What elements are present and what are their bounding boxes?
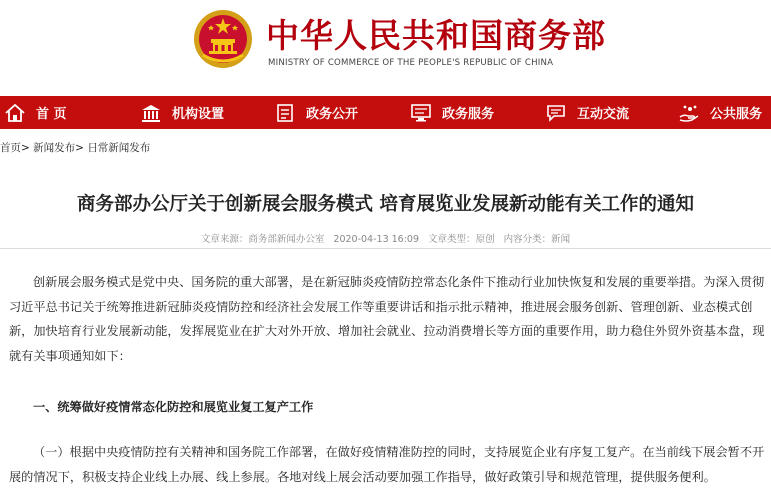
main-nav	[0, 96, 771, 129]
nav-organization-label: 机构设置	[172, 107, 225, 122]
document-icon	[274, 103, 296, 123]
article-paragraph: （一）根据中央疫情防控有关精神和国务院工作部署，在做好疫情精准防控的同时，支持展览企业有序复工复产。在当前线下展会暂不开展的情况下，积极支持企业线上办展、线上参展。各地对线上展会活动要加强工作指导，做好政策引导和规范管理，提供服务便利。	[9, 445, 765, 484]
monitor-icon	[410, 103, 432, 123]
nav-gov-services-label: 政务服务	[442, 107, 495, 122]
type-label: 文章类型：	[428, 234, 476, 245]
nav-interaction-label: 互动交流	[577, 107, 630, 122]
breadcrumb-news[interactable]: 新闻发布	[33, 142, 76, 154]
category-label: 内容分类：	[503, 234, 552, 245]
building-icon	[140, 103, 162, 123]
hand-service-icon	[678, 103, 700, 123]
breadcrumb-home[interactable]: 首页	[0, 142, 21, 154]
source-value: 商务部新闻办公室	[248, 234, 325, 245]
chat-icon	[545, 103, 567, 123]
site-header	[0, 0, 771, 95]
nav-home-label: 首 页	[36, 107, 67, 122]
section-heading: 一、统筹做好疫情常态化防控和展览业复工复产工作	[33, 400, 314, 414]
type-value: 原创	[475, 234, 495, 245]
breadcrumb-separator: >	[75, 142, 84, 154]
article-meta	[0, 231, 771, 245]
nav-gov-affairs-label: 政务公开	[306, 107, 359, 122]
source-label: 文章来源：	[200, 234, 249, 245]
home-icon	[4, 103, 26, 123]
breadcrumb-separator: >	[21, 142, 30, 154]
nav-public-services-label: 公共服务	[710, 107, 763, 122]
publish-date: 2020-04-13 16:09	[333, 234, 420, 245]
nav-home[interactable]	[4, 96, 67, 129]
category-value: 新闻	[551, 234, 571, 245]
nav-public-services[interactable]	[678, 96, 762, 129]
site-title: 中华人民共和国商务部	[266, 16, 606, 55]
nav-gov-services[interactable]	[410, 96, 494, 129]
site-subtitle: MINISTRY OF COMMERCE OF THE PEOPLE'S REPUBLIC OF CHINA	[268, 58, 554, 68]
national-emblem-icon[interactable]	[193, 9, 253, 69]
nav-interaction[interactable]	[545, 96, 629, 129]
nav-gov-affairs[interactable]	[274, 96, 358, 129]
divider	[0, 248, 771, 249]
article-title: 商务部办公厅关于创新展会服务模式 培育展览业发展新动能有关工作的通知	[77, 194, 694, 215]
nav-organization[interactable]	[140, 96, 224, 129]
breadcrumb	[0, 140, 150, 155]
breadcrumb-daily-news[interactable]: 日常新闻发布	[87, 142, 151, 154]
article-paragraph: 创新展会服务模式是党中央、国务院的重大部署，是在新冠肺炎疫情防控常态化条件下推动行业加快恢复和发展的重要举措。为深入贯彻习近平总书记关于统筹推进新冠肺炎疫情防控和经济社会发展工作等重要讲话和指示批示精神，推进展会服务创新、管理创新、业态模式创新，加快培育行业发展新动能，发挥展览业在扩大对外开放、增加社会就业、拉动消费增长等方面的重要作用，助力稳住外贸外资基本盘，现就有关事项通知如下：	[9, 275, 765, 363]
